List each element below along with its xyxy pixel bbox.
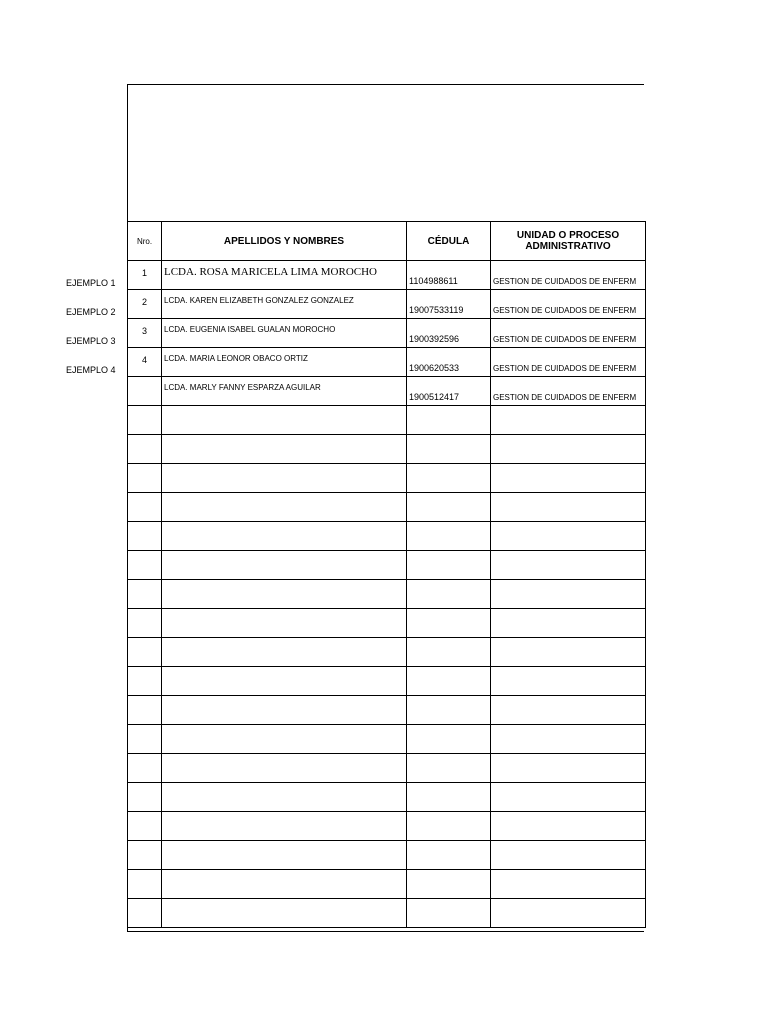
cell-unidad[interactable] — [491, 667, 646, 696]
cell-cedula[interactable] — [407, 319, 491, 348]
cell-nro[interactable] — [128, 348, 162, 377]
cell-cedula[interactable] — [407, 812, 491, 841]
cell-unidad[interactable] — [491, 406, 646, 435]
row-name: LCDA. EUGENIA ISABEL GUALAN MOROCHO — [164, 325, 336, 334]
personnel-table — [127, 221, 646, 928]
cell-nombre[interactable] — [162, 754, 407, 783]
cell-cedula[interactable] — [407, 290, 491, 319]
cell-nro[interactable] — [128, 435, 162, 464]
cell-unidad[interactable] — [491, 377, 646, 406]
side-label-ejemplo-3: EJEMPLO 3 — [66, 336, 116, 346]
empty-row — [128, 609, 646, 638]
cell-cedula[interactable] — [407, 899, 491, 928]
cell-nro[interactable] — [128, 493, 162, 522]
cell-nombre[interactable] — [162, 319, 407, 348]
cell-cedula[interactable] — [407, 638, 491, 667]
cell-nro[interactable] — [128, 377, 162, 406]
cell-nro[interactable] — [128, 667, 162, 696]
cell-nombre[interactable] — [162, 464, 407, 493]
cell-nro[interactable] — [128, 406, 162, 435]
cell-cedula[interactable] — [407, 783, 491, 812]
row-number: 4 — [141, 355, 147, 365]
empty-row — [128, 783, 646, 812]
cell-nro[interactable] — [128, 754, 162, 783]
row-unidad: GESTION DE CUIDADOS DE ENFERM — [493, 306, 637, 315]
cell-unidad[interactable] — [491, 290, 646, 319]
cell-nro[interactable] — [128, 696, 162, 725]
cell-nombre[interactable] — [162, 696, 407, 725]
cell-cedula[interactable] — [407, 667, 491, 696]
empty-row — [128, 696, 646, 725]
row-cedula: 1900620533 — [409, 363, 460, 373]
cell-cedula[interactable] — [407, 609, 491, 638]
cell-unidad[interactable] — [491, 609, 646, 638]
cell-unidad[interactable] — [491, 754, 646, 783]
cell-nro[interactable] — [128, 580, 162, 609]
cell-nombre[interactable] — [162, 290, 407, 319]
row-number: 2 — [141, 297, 147, 307]
cell-nombre[interactable] — [162, 522, 407, 551]
cell-unidad[interactable] — [491, 464, 646, 493]
empty-row — [128, 580, 646, 609]
cell-unidad[interactable] — [491, 841, 646, 870]
empty-row — [128, 406, 646, 435]
table-header-row — [128, 222, 646, 261]
cell-nombre[interactable] — [162, 638, 407, 667]
empty-row — [128, 435, 646, 464]
table-row — [128, 319, 646, 348]
empty-row — [128, 812, 646, 841]
empty-row — [128, 754, 646, 783]
cell-unidad[interactable] — [491, 899, 646, 928]
empty-row — [128, 493, 646, 522]
row-name: LCDA. MARLY FANNY ESPARZA AGUILAR — [164, 383, 321, 392]
cell-unidad[interactable] — [491, 319, 646, 348]
side-label-ejemplo-2: EJEMPLO 2 — [66, 307, 116, 317]
cell-nombre[interactable] — [162, 435, 407, 464]
cell-nombre[interactable] — [162, 841, 407, 870]
empty-row — [128, 522, 646, 551]
table-row — [128, 261, 646, 290]
cell-cedula[interactable] — [407, 435, 491, 464]
table-row — [128, 348, 646, 377]
row-cedula: 19007533119 — [409, 305, 464, 315]
header-banner — [128, 85, 644, 221]
row-cedula: 1104988611 — [409, 276, 458, 286]
cell-unidad[interactable] — [491, 696, 646, 725]
cell-unidad[interactable] — [491, 638, 646, 667]
header-apellidos-nombres: APELLIDOS Y NOMBRES — [162, 222, 407, 261]
cell-nro[interactable] — [128, 783, 162, 812]
cell-unidad[interactable] — [491, 435, 646, 464]
cell-nro[interactable] — [128, 638, 162, 667]
spreadsheet-page — [127, 84, 644, 932]
cell-unidad[interactable] — [491, 261, 646, 290]
cell-nombre[interactable] — [162, 261, 407, 290]
cell-nro[interactable] — [128, 841, 162, 870]
cell-cedula[interactable] — [407, 580, 491, 609]
side-label-ejemplo-1: EJEMPLO 1 — [66, 278, 116, 288]
cell-nombre[interactable] — [162, 551, 407, 580]
cell-unidad[interactable] — [491, 725, 646, 754]
row-cedula: 1900392596 — [409, 334, 460, 344]
cell-nombre[interactable] — [162, 406, 407, 435]
row-unidad: GESTION DE CUIDADOS DE ENFERM — [493, 364, 637, 373]
table-row — [128, 377, 646, 406]
row-cedula: 1900512417 — [409, 392, 460, 402]
cell-nro[interactable] — [128, 725, 162, 754]
empty-row — [128, 638, 646, 667]
cell-cedula[interactable] — [407, 261, 491, 290]
cell-nro[interactable] — [128, 551, 162, 580]
cell-unidad[interactable] — [491, 348, 646, 377]
cell-cedula[interactable] — [407, 348, 491, 377]
cell-unidad[interactable] — [491, 783, 646, 812]
cell-cedula[interactable] — [407, 551, 491, 580]
row-unidad: GESTION DE CUIDADOS DE ENFERM — [493, 393, 637, 402]
empty-row — [128, 899, 646, 928]
row-unidad: GESTION DE CUIDADOS DE ENFERM — [493, 335, 637, 344]
cell-nombre[interactable] — [162, 899, 407, 928]
cell-unidad[interactable] — [491, 493, 646, 522]
cell-nombre[interactable] — [162, 667, 407, 696]
cell-nro[interactable] — [128, 261, 162, 290]
empty-row — [128, 667, 646, 696]
header-cedula: CÉDULA — [407, 222, 491, 261]
cell-nombre[interactable] — [162, 870, 407, 899]
cell-unidad[interactable] — [491, 522, 646, 551]
cell-nro[interactable] — [128, 870, 162, 899]
cell-nro[interactable] — [128, 812, 162, 841]
cell-unidad[interactable] — [491, 551, 646, 580]
row-unidad: GESTION DE CUIDADOS DE ENFERM — [493, 277, 637, 286]
cell-unidad[interactable] — [491, 870, 646, 899]
cell-cedula[interactable] — [407, 377, 491, 406]
row-number: 3 — [141, 326, 147, 336]
cell-nombre[interactable] — [162, 348, 407, 377]
row-name: LCDA. ROSA MARICELA LIMA MOROCHO — [164, 266, 377, 278]
header-unidad: UNIDAD O PROCESO ADMINISTRATIVO — [491, 222, 646, 261]
cell-nro[interactable] — [128, 319, 162, 348]
cell-nro[interactable] — [128, 290, 162, 319]
cell-cedula[interactable] — [407, 406, 491, 435]
empty-row — [128, 464, 646, 493]
row-number: 1 — [141, 268, 147, 278]
cell-nro[interactable] — [128, 522, 162, 551]
table-row — [128, 290, 646, 319]
cell-nombre[interactable] — [162, 580, 407, 609]
cell-nombre[interactable] — [162, 812, 407, 841]
cell-cedula[interactable] — [407, 464, 491, 493]
cell-unidad[interactable] — [491, 580, 646, 609]
empty-row — [128, 841, 646, 870]
cell-cedula[interactable] — [407, 870, 491, 899]
cell-nombre[interactable] — [162, 493, 407, 522]
cell-nombre[interactable] — [162, 377, 407, 406]
empty-row — [128, 551, 646, 580]
empty-row — [128, 870, 646, 899]
cell-cedula[interactable] — [407, 522, 491, 551]
cell-cedula[interactable] — [407, 725, 491, 754]
row-name: LCDA. KAREN ELIZABETH GONZALEZ GONZALEZ — [164, 296, 354, 305]
cell-nombre[interactable] — [162, 783, 407, 812]
cell-unidad[interactable] — [491, 812, 646, 841]
cell-nro[interactable] — [128, 899, 162, 928]
side-label-ejemplo-4: EJEMPLO 4 — [66, 365, 116, 375]
cell-cedula[interactable] — [407, 493, 491, 522]
cell-cedula[interactable] — [407, 841, 491, 870]
empty-row — [128, 725, 646, 754]
header-nro: Nro. — [128, 222, 162, 261]
row-name: LCDA. MARIA LEONOR OBACO ORTIZ — [164, 354, 308, 363]
cell-nro[interactable] — [128, 464, 162, 493]
cell-nombre[interactable] — [162, 725, 407, 754]
cell-cedula[interactable] — [407, 754, 491, 783]
cell-cedula[interactable] — [407, 696, 491, 725]
cell-nro[interactable] — [128, 609, 162, 638]
cell-nombre[interactable] — [162, 609, 407, 638]
